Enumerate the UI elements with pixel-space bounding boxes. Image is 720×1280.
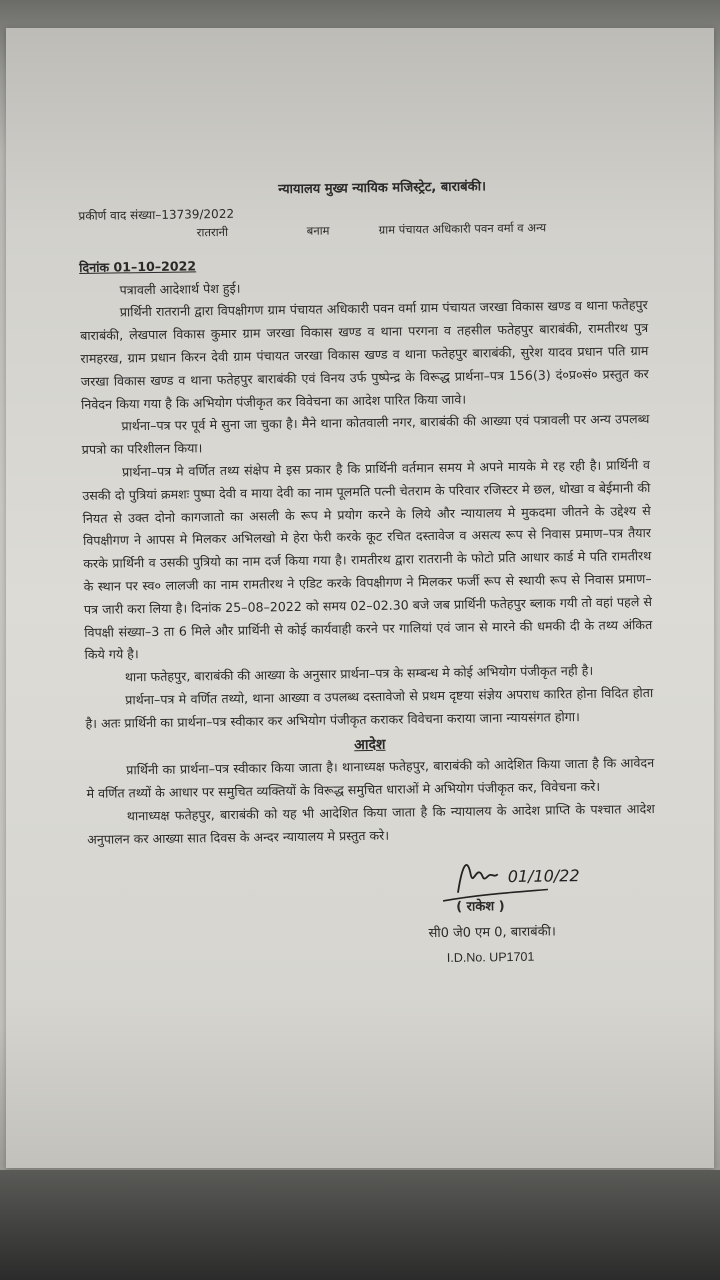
signatory-name: ( राकेश ) xyxy=(456,898,505,915)
paragraph: प्रार्थना–पत्र मे वर्णित तथ्य संक्षेप मे इस प्रकार है कि प्रार्थिनी वर्तमान समय मे अपने मायके मे रह रही है। प्रार्थिनी व उसकी दो पुत्रियां क्रमशः पुष्पा देवी व माया देवी का नाम पूलमति पत्नी चेतराम के परिवार रजिस्टर मे छल, धोखा व बेईमानी की नियत से उक्त दोनो कागजातो का असली के रूप मे प्रयोग करने के लिये और न्यायालय मे मुकदमा जीतने के उद्देश्य से विपक्षीगण ने आपस मे मिलकर अभिलखो मे हेरा फेरी करके कूट रचित दस्तावेज व असत्य रूप से निवास प्रमाण–पत्र तैयार करके प्रार्थिनी व उसकी पुत्रियो का नाम दर्ज किया गया है। रामतीरथ द्वारा रातरानी के फोटो प्रति आधार कार्ड मे पति रामतीरथ के स्थान पर स्व० लालजी का नाम रामतीरथ ने एडिट करके विपक्षीगण ने मिलकर फर्जी रूप से स्थायी रूप से निवास प्रमाण–पत्र जारी करा लिया है। दिनांक 25–08–2022 को समय 02–02.30 बजे जब प्रार्थिनी फतेहपुर ब्लाक गयी तो वहां पहले से विपक्षी संख्या–3 ता 6 मिले और प्रार्थिनी से कोई कार्यवाही करने पर गालियां एवं जान से मारने की धमकी दी के तथ्य अंकित किये गये है। xyxy=(82,457,653,663)
paragraph: थाना फतेहपुर, बाराबंकी की आख्या के अनुसार प्रार्थना–पत्र के सम्बन्ध मे कोई अभियोग पंजीकृत नही है। xyxy=(124,662,594,685)
signature-block xyxy=(87,850,657,978)
party-respondent: ग्राम पंचायत अधिकारी पवन वर्मा व अन्य xyxy=(378,220,547,237)
signatory-designation: सी0 जे0 एम 0, बाराबंकी। xyxy=(428,923,557,941)
order-paragraph: थानाध्यक्ष फतेहपुर, बाराबंकी को यह भी आदेशित किया जाता है कि न्यायालय के आदेश प्राप्ति के पश्चात आदेश अनुपालन कर आख्या सात दिवस के अन्दर न्यायालय मे प्रस्तुत करे। xyxy=(87,800,655,847)
order-heading: आदेश xyxy=(354,736,386,753)
party-petitioner: रातरानी xyxy=(196,224,229,240)
case-number: प्रकीर्ण वाद संख्या–13739/2022 xyxy=(78,206,235,223)
versus-label: बनाम xyxy=(306,223,330,238)
court-title: न्यायालय मुख्य न्यायिक मजिस्ट्रेट, बाराबंकी। xyxy=(278,179,487,198)
order-paragraph: प्रार्थिनी का प्रार्थना–पत्र स्वीकार किया जाता है। थानाध्यक्ष फतेहपुर, बाराबंकी को आदेशित किया जाता है कि आवेदन मे वर्णित तथ्यों के आधार पर समुचित व्यक्तियों के विरूद्ध समुचित धाराओं मे अभियोग पंजीकृत कर, विवेचना करे। xyxy=(86,755,655,802)
paragraph: प्रार्थना–पत्र मे वर्णित तथ्यो, थाना आख्या व उपलब्ध दस्तावेजो से प्रथम दृष्टया संज्ञेय अपराध कारित होना विदित होता है। अतः प्रार्थिनी का प्रार्थना–पत्र स्वीकार कर अभियोग पंजीकृत कराकर विवेचना कराया जाना न्यायसंगत होगा। xyxy=(85,684,654,731)
table-surface xyxy=(0,1170,720,1280)
handwritten-date: 01/10/22 xyxy=(507,865,580,886)
court-order-document xyxy=(78,174,657,977)
signatory-id: I.D.No. UP1701 xyxy=(446,949,535,965)
paragraph: प्रार्थिनी रातरानी द्वारा विपक्षीगण ग्राम पंचायत अधिकारी पवन वर्मा ग्राम पंचायत जरखा विकास खण्ड व थाना फतेहपुर बाराबंकी, लेखपाल विकास कुमार ग्राम जरखा विकास खण्ड व थाना परगना व तहसील फतेहपुर बाराबंकी, रामतीरथ पुत्र रामहरख, ग्राम प्रधान किरन देवी ग्राम पंचायत जरखा विकास खण्ड व थाना फतेहपुर बाराबंकी, सुरेश यादव प्रधान पति ग्राम जरखा विकास खण्ड व थाना फतेहपुर बाराबंकी एवं विनय उर्फ पुष्पेन्द्र के विरूद्ध प्रार्थना–पत्र 156(3) दं०प्र०सं० प्रस्तुत कर निवेदन किया गया है कि अभियोग पंजीकृत कर विवेचना का आदेश पारित किया जावे। xyxy=(80,297,649,412)
paragraph: प्रार्थना–पत्र पर पूर्व मे सुना जा चुका है। मैने थाना कोतवाली नगर, बाराबंकी की आख्या एवं पत्रावली पर अन्य उपलब्ध प्रपत्रो का परिशीलन किया। xyxy=(81,411,650,458)
order-date: दिनांक 01–10–2022 xyxy=(79,258,197,275)
paragraph: पत्रावली आदेशार्थ पेश हुई। xyxy=(119,280,241,298)
